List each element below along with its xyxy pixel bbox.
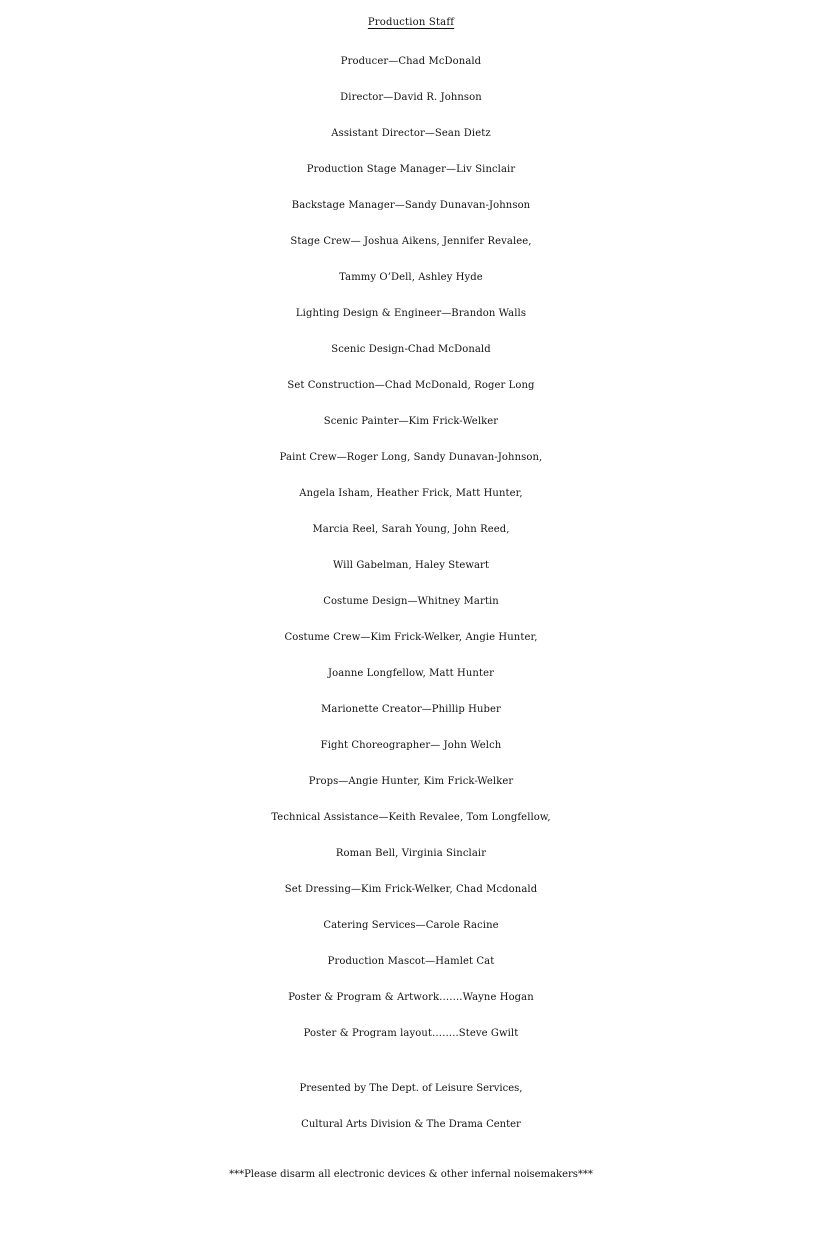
staff-line: Producer—Chad McDonald (340, 56, 482, 67)
staff-line: Angela Isham, Heather Frick, Matt Hunter, (299, 488, 523, 499)
presented-by (0, 1071, 822, 1143)
staff-list (0, 44, 822, 1052)
staff-line: Joanne Longfellow, Matt Hunter (328, 668, 494, 679)
staff-line: Props—Angie Hunter, Kim Frick-Welker (308, 776, 514, 787)
staff-line: Catering Services—Carole Racine (323, 920, 499, 931)
staff-line: Poster & Program layout……..Steve Gwilt (303, 1028, 519, 1039)
staff-line: Scenic Painter—Kim Frick-Welker (323, 416, 499, 427)
device-notice: ***Please disarm all electronic devices & other infernal noisemakers*** (229, 1169, 593, 1180)
staff-line: Production Mascot—Hamlet Cat (327, 956, 495, 967)
staff-line: Marionette Creator—Phillip Huber (321, 704, 501, 715)
staff-line: Director—David R. Johnson (340, 92, 482, 103)
staff-line: Assistant Director—Sean Dietz (331, 128, 491, 139)
staff-line: Stage Crew— Joshua Aikens, Jennifer Revalee, (290, 236, 532, 247)
staff-line: Tammy O’Dell, Ashley Hyde (339, 272, 483, 283)
staff-line: Roman Bell, Virginia Sinclair (335, 848, 487, 859)
page-title: Production Staff (367, 17, 455, 28)
staff-line: Production Stage Manager—Liv Sinclair (306, 164, 516, 175)
staff-line: Backstage Manager—Sandy Dunavan-Johnson (291, 200, 531, 211)
staff-line: Costume Crew—Kim Frick-Welker, Angie Hunter, (284, 632, 538, 643)
staff-line: Fight Choreographer— John Welch (320, 740, 502, 751)
staff-line: Marcia Reel, Sarah Young, John Reed, (312, 524, 510, 535)
presented-by-line: Cultural Arts Division & The Drama Center (301, 1119, 521, 1130)
staff-line: Will Gabelman, Haley Stewart (332, 560, 490, 571)
staff-line: Costume Design—Whitney Martin (323, 596, 499, 607)
staff-line: Paint Crew—Roger Long, Sandy Dunavan-Johnson, (279, 452, 543, 463)
staff-line: Scenic Design-Chad McDonald (331, 344, 491, 355)
presented-by-line: Presented by The Dept. of Leisure Services, (299, 1083, 523, 1094)
staff-line: Lighting Design & Engineer—Brandon Walls (295, 308, 527, 319)
staff-line: Poster & Program & Artwork…….Wayne Hogan (288, 992, 534, 1003)
staff-line: Set Construction—Chad McDonald, Roger Long (287, 380, 535, 391)
staff-line: Set Dressing—Kim Frick-Welker, Chad Mcdonald (284, 884, 538, 895)
staff-line: Technical Assistance—Keith Revalee, Tom Longfellow, (271, 812, 551, 823)
